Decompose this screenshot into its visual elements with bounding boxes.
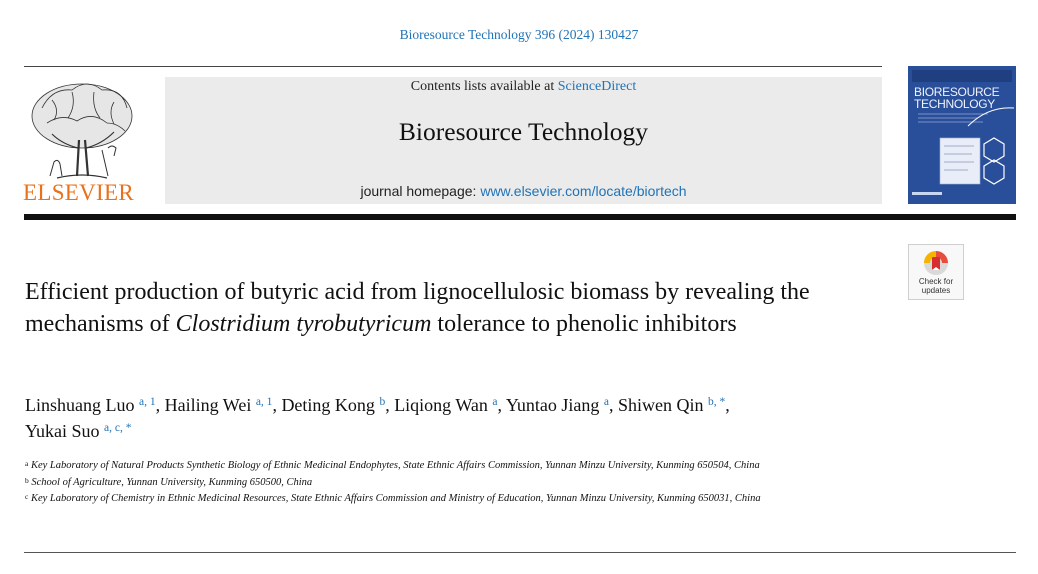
cover-title-line1: BIORESOURCE xyxy=(914,85,1000,99)
author-affiliation-marks[interactable]: a, c, * xyxy=(104,422,132,434)
author-affiliation-marks[interactable]: b xyxy=(379,396,386,408)
author-name[interactable]: Linshuang Luo xyxy=(25,395,135,415)
journal-cover-image[interactable] xyxy=(908,66,1016,204)
journal-banner xyxy=(165,77,882,204)
header-divider xyxy=(24,66,882,67)
affiliation-item xyxy=(25,475,905,492)
homepage-line xyxy=(165,183,882,199)
author-name[interactable]: Hailing Wei xyxy=(164,395,252,415)
check-updates-line2: updates xyxy=(921,285,951,295)
affiliation-text: Key Laboratory of Chemistry in Ethnic Medicinal Resources, State Ethnic Affairs Commission and Ministry of Education, Yunnan Minzu University, Kunming 650031, China xyxy=(30,493,761,504)
section-divider xyxy=(24,552,1016,553)
journal-title: Bioresource Technology xyxy=(398,117,649,146)
affiliation-item xyxy=(25,458,905,475)
author-name[interactable]: Shiwen Qin xyxy=(617,395,704,415)
check-updates-icon xyxy=(921,248,951,278)
author-name[interactable]: Yuntao Jiang xyxy=(505,395,600,415)
affiliation-mark: a xyxy=(25,459,29,468)
author-separator: , xyxy=(272,395,282,415)
author-separator: , xyxy=(608,395,618,415)
author-list xyxy=(25,392,905,444)
author-name[interactable]: Liqiong Wan xyxy=(394,395,488,415)
author-affiliation-marks[interactable]: a xyxy=(492,396,498,408)
cover-art xyxy=(908,66,1016,204)
author-affiliation-marks[interactable]: a xyxy=(603,396,609,408)
affiliation-list xyxy=(25,458,905,508)
check-for-updates-badge[interactable] xyxy=(908,244,964,300)
article-title-species: Clostridium tyrobutyricum xyxy=(175,311,432,337)
check-updates-line1: Check for xyxy=(918,277,954,286)
author-separator: , xyxy=(725,395,730,415)
article-title xyxy=(25,276,885,340)
header-thick-rule xyxy=(24,214,1016,220)
affiliation-mark: b xyxy=(25,475,29,485)
elsevier-wordmark: ELSEVIER xyxy=(23,180,134,205)
author-affiliation-marks[interactable]: a, 1 xyxy=(139,396,156,408)
check-updates-text xyxy=(909,278,963,295)
affiliation-text: School of Agriculture, Yunnan University, Kunming 650500, China xyxy=(31,476,313,488)
journal-citation[interactable]: Bioresource Technology 396 (2024) 130427 xyxy=(399,27,639,42)
article-title-part2: tolerance to phenolic inhibitors xyxy=(431,311,737,337)
affiliation-item xyxy=(25,491,905,508)
author-separator: , xyxy=(155,395,165,415)
affiliation-text: Key Laboratory of Natural Products Synthetic Biology of Ethnic Medicinal Endophytes, State Ethnic Affairs Commission, Yunnan Minzu University, Kunming 650504, China xyxy=(30,460,760,471)
author-name[interactable]: Yukai Suo xyxy=(25,421,100,441)
article-title-part1: Efficient production of butyric acid from lignocellulosic biomass by revealing the mechanisms of xyxy=(25,279,810,337)
affiliation-mark: c xyxy=(25,492,29,501)
homepage-prefix: journal homepage: xyxy=(360,183,481,199)
contents-prefix: Contents lists available at xyxy=(410,79,558,94)
author-name[interactable]: Deting Kong xyxy=(281,395,375,415)
sciencedirect-link[interactable]: ScienceDirect xyxy=(557,79,637,94)
journal-homepage-link[interactable]: www.elsevier.com/locate/biortech xyxy=(480,183,687,199)
author-separator: , xyxy=(497,395,506,415)
author-affiliation-marks[interactable]: a, 1 xyxy=(255,396,273,408)
author-affiliation-marks[interactable]: b, * xyxy=(707,396,726,408)
contents-line xyxy=(165,79,882,95)
cover-title-line2: TECHNOLOGY xyxy=(914,97,996,111)
author-separator: , xyxy=(385,395,395,415)
